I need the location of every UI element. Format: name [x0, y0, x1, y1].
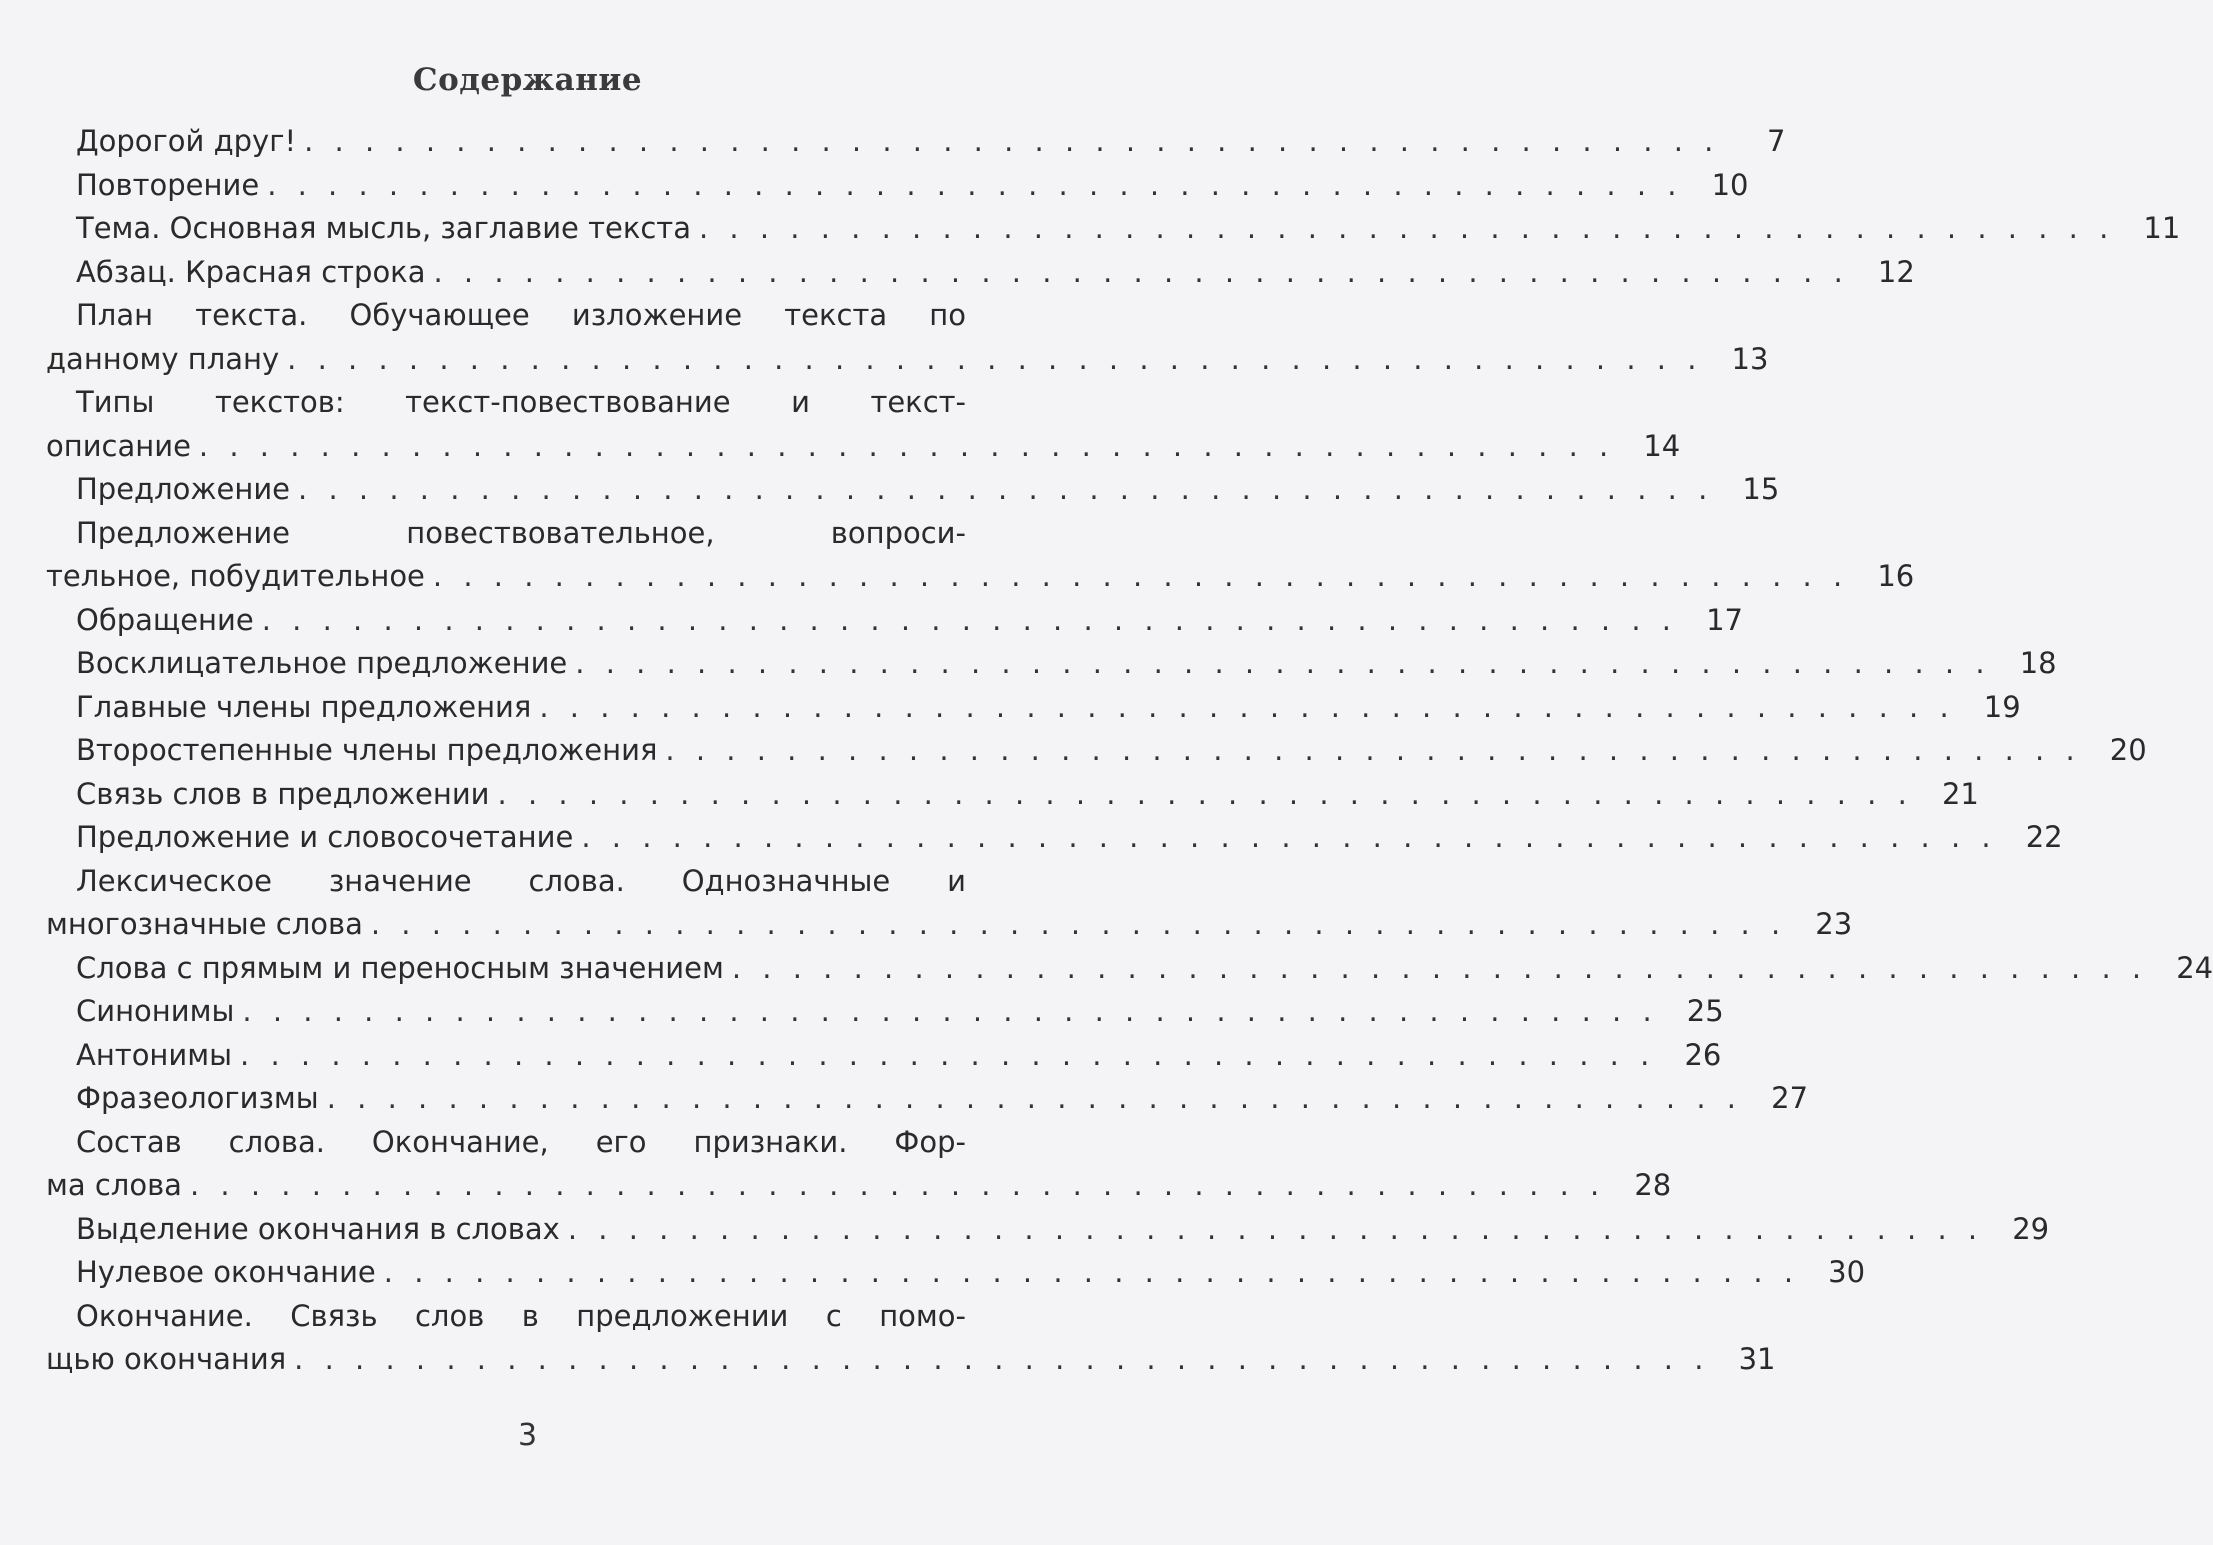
toc-entry-line	[46, 120, 1786, 164]
toc-entry-line	[46, 425, 1681, 469]
toc-entry-line	[46, 599, 1744, 643]
dot-leader: . . . . . . . . . . . . . . . . . . . . . . . . . . . . . . . . . . . . . . . . . . . . . . .	[261, 602, 1678, 637]
toc-entry-title: Второстепенные члены предложения	[76, 733, 658, 767]
toc-entry-title: Восклицательное предложение	[76, 646, 568, 680]
dot-leader: . . . . . . . . . . . . . . . . . . . . . . . . . . . . . . . . . . . . . . . . . . . . . . .	[581, 820, 1997, 854]
toc-entry-title: данному плану	[46, 341, 280, 376]
toc-entry-page: 16	[1877, 559, 1915, 593]
dot-leader: . . . . . . . . . . . . . . . . . . . . . . . . . . . . . . . . . . . . . . . . . . . . . . .	[242, 994, 1658, 1028]
toc-entry-page: 31	[1738, 1342, 1776, 1376]
dot-leader: . . . . . . . . . . . . . . . . . . . . . . . . . . . . . . . . . . . . . . . . . . . . . . .	[267, 167, 1683, 202]
toc-entry-title: Связь слов в предложении	[76, 776, 490, 811]
toc-entry-line: План текста. Обучающее изложение текста по	[76, 298, 966, 332]
toc-entry-page: 20	[2109, 733, 2147, 767]
toc-entry-title: ма слова	[46, 1168, 182, 1202]
toc-entry-line	[46, 990, 1724, 1034]
toc-entry-line	[46, 555, 1915, 599]
toc-entry-title: Главные члены предложения	[76, 689, 532, 724]
dot-leader: . . . . . . . . . . . . . . . . . . . . . . . . . . . . . . . . . . . . . . . . . . . . . . .	[575, 646, 1991, 680]
toc-entry-line	[46, 816, 2063, 860]
toc-entry-page: 14	[1643, 428, 1681, 463]
toc-entry-page: 24	[2176, 950, 2213, 985]
toc-entry-page: 11	[2143, 211, 2181, 245]
toc-entry-line	[46, 338, 1769, 382]
toc-entry-title: Тема. Основная мысль, заглавие текста	[76, 211, 691, 245]
dot-leader: . . . . . . . . . . . . . . . . . . . . . . . . . . . . . . . . . . . . . . . . . . . . . . .	[370, 907, 1787, 941]
toc-entry-line	[46, 773, 1979, 817]
toc-entry-line: Состав слова. Окончание, его признаки. Фор-	[76, 1124, 966, 1159]
toc-entry-title: Фразеологизмы	[76, 1081, 319, 1115]
dot-leader: . . . . . . . . . . . . . . . . . . . . . . . . . . . . . . . . . . . . . . . . . . . . . . .	[433, 254, 1849, 289]
toc-entry-title: Абзац. Красная строка	[76, 254, 426, 289]
toc-entry-title: Предложение	[76, 472, 291, 506]
toc-entry-page: 19	[1983, 689, 2021, 724]
dot-leader: . . . . . . . . . . . . . . . . . . . . . . . . . . . . . . . . . . . . . . . . . . . . . . .	[665, 733, 2081, 767]
dot-leader: . . . . . . . . . . . . . . . . . . . . . . . . . . . . . . . . . . . . . . . . . . . . . . .	[198, 428, 1615, 463]
toc-entry-line: Предложение повествовательное, вопроси-	[76, 515, 966, 550]
dot-leader: . . . . . . . . . . . . . . . . . . . . . . . . . . . . . . . . . . . . . . . . . . . . . . .	[432, 559, 1849, 593]
page-title: Содержание	[412, 62, 643, 98]
toc-entry-line	[46, 1208, 2050, 1252]
toc-entry-page: 15	[1742, 472, 1780, 506]
toc-entry-title: Выделение окончания в словах	[76, 1211, 560, 1246]
toc-entry-line: Лексическое значение слова. Однозначные и	[76, 863, 966, 898]
toc-entry-line	[46, 1164, 1672, 1208]
toc-entry-page: 21	[1941, 776, 1979, 811]
toc-entry-page: 28	[1634, 1168, 1672, 1202]
toc-entry-line	[46, 164, 1749, 208]
toc-entry-page: 27	[1771, 1081, 1809, 1115]
dot-leader: . . . . . . . . . . . . . . . . . . . . . . . . . . . . . . . . . . . . . . . . . . . . . . .	[189, 1168, 1606, 1202]
toc-entry-line	[46, 642, 2057, 686]
page-number: 3	[517, 1418, 538, 1453]
toc-entry-line	[46, 468, 1780, 512]
toc-entry-title: многозначные слова	[46, 907, 363, 941]
dot-leader: . . . . . . . . . . . . . . . . . . . . . . . . . . . . . . . . . . . . . . . . . . . . . . .	[539, 689, 1955, 724]
toc-entry-title: Антонимы	[76, 1037, 233, 1072]
toc-entry-line	[46, 1034, 1722, 1078]
toc-entry-title: тельное, побудительное	[46, 559, 425, 593]
toc-entry-page: 26	[1684, 1037, 1722, 1072]
dot-leader: . . . . . . . . . . . . . . . . . . . . . . . . . . . . . . . . . . . . . . . . . . . . . . .	[731, 950, 2148, 985]
toc-entry-line: Типы текстов: текст-повествование и текст-	[76, 385, 966, 419]
toc-entry-title: Предложение и словосочетание	[76, 820, 574, 854]
toc-entry-title: Синонимы	[76, 994, 235, 1028]
toc-entry-page: 12	[1877, 254, 1915, 289]
toc-entry-line: Окончание. Связь слов в предложении с помо-	[76, 1298, 966, 1333]
toc-entry-page: 23	[1815, 907, 1853, 941]
toc-entry-page: 25	[1686, 994, 1724, 1028]
toc-entry-line	[46, 207, 2181, 251]
toc-entry-title: описание	[46, 428, 191, 463]
dot-leader: . . . . . . . . . . . . . . . . . . . . . . . . . . . . . . . . . . . . . . . . . . . . . . .	[326, 1081, 1743, 1115]
dot-leader: . . . . . . . . . . . . . . . . . . . . . . . . . . . . . . . . . . . . . . . . . . . . . . .	[698, 211, 2115, 245]
toc-entry-title: Дорогой друг!	[76, 124, 297, 158]
toc-entry-page: 13	[1731, 341, 1769, 376]
toc-entry-line	[46, 251, 1915, 295]
toc-entry-line	[46, 686, 2021, 730]
toc-entry-page: 22	[2025, 820, 2063, 854]
toc-entry-page: 7	[1766, 124, 1786, 158]
dot-leader: . . . . . . . . . . . . . . . . . . . . . . . . . . . . . . . . . . . . . . . . . . . . . . .	[383, 1255, 1800, 1289]
toc-entry-line	[46, 903, 1853, 947]
toc-entry-page: 10	[1711, 167, 1749, 202]
toc-entry-page: 29	[2012, 1211, 2050, 1246]
dot-leader: . . . . . . . . . . . . . . . . . . . . . . . . . . . . . . . . . . . . . . . . . . . . . . .	[240, 1037, 1656, 1072]
dot-leader: . . . . . . . . . . . . . . . . . . . . . . . . . . . . . . . . . . . . . . . . . . . . . . .	[287, 341, 1703, 376]
toc-entry-page: 17	[1706, 602, 1744, 637]
toc-entry-title: Обращение	[76, 602, 254, 637]
toc-entry-title: Нулевое окончание	[76, 1255, 376, 1289]
toc-entry-line	[46, 1077, 1809, 1121]
toc-entry-page: 30	[1828, 1255, 1866, 1289]
toc-entry-page: 18	[2019, 646, 2057, 680]
dot-leader: . . . . . . . . . . . . . . . . . . . . . . . . . . . . . . . . . . . . . . . . . . . . . . .	[567, 1211, 1984, 1246]
toc-entry-line	[46, 1251, 1866, 1295]
table-of-contents	[46, 120, 2213, 1382]
dot-leader: . . . . . . . . . . . . . . . . . . . . . . . . . . . . . . . . . . . . . . . . . . . . . . .	[304, 124, 1720, 158]
toc-entry-line	[46, 1338, 1776, 1382]
dot-leader: . . . . . . . . . . . . . . . . . . . . . . . . . . . . . . . . . . . . . . . . . . . . . . .	[294, 1342, 1710, 1376]
toc-entry-line	[46, 729, 2147, 773]
dot-leader: . . . . . . . . . . . . . . . . . . . . . . . . . . . . . . . . . . . . . . . . . . . . . . .	[298, 472, 1714, 506]
toc-entry-title: Повторение	[76, 167, 260, 202]
toc-entry-line	[46, 947, 2213, 991]
dot-leader: . . . . . . . . . . . . . . . . . . . . . . . . . . . . . . . . . . . . . . . . . . . . . . .	[497, 776, 1913, 811]
toc-entry-title: Слова с прямым и переносным значением	[76, 950, 724, 985]
toc-entry-title: щью окончания	[46, 1342, 287, 1376]
